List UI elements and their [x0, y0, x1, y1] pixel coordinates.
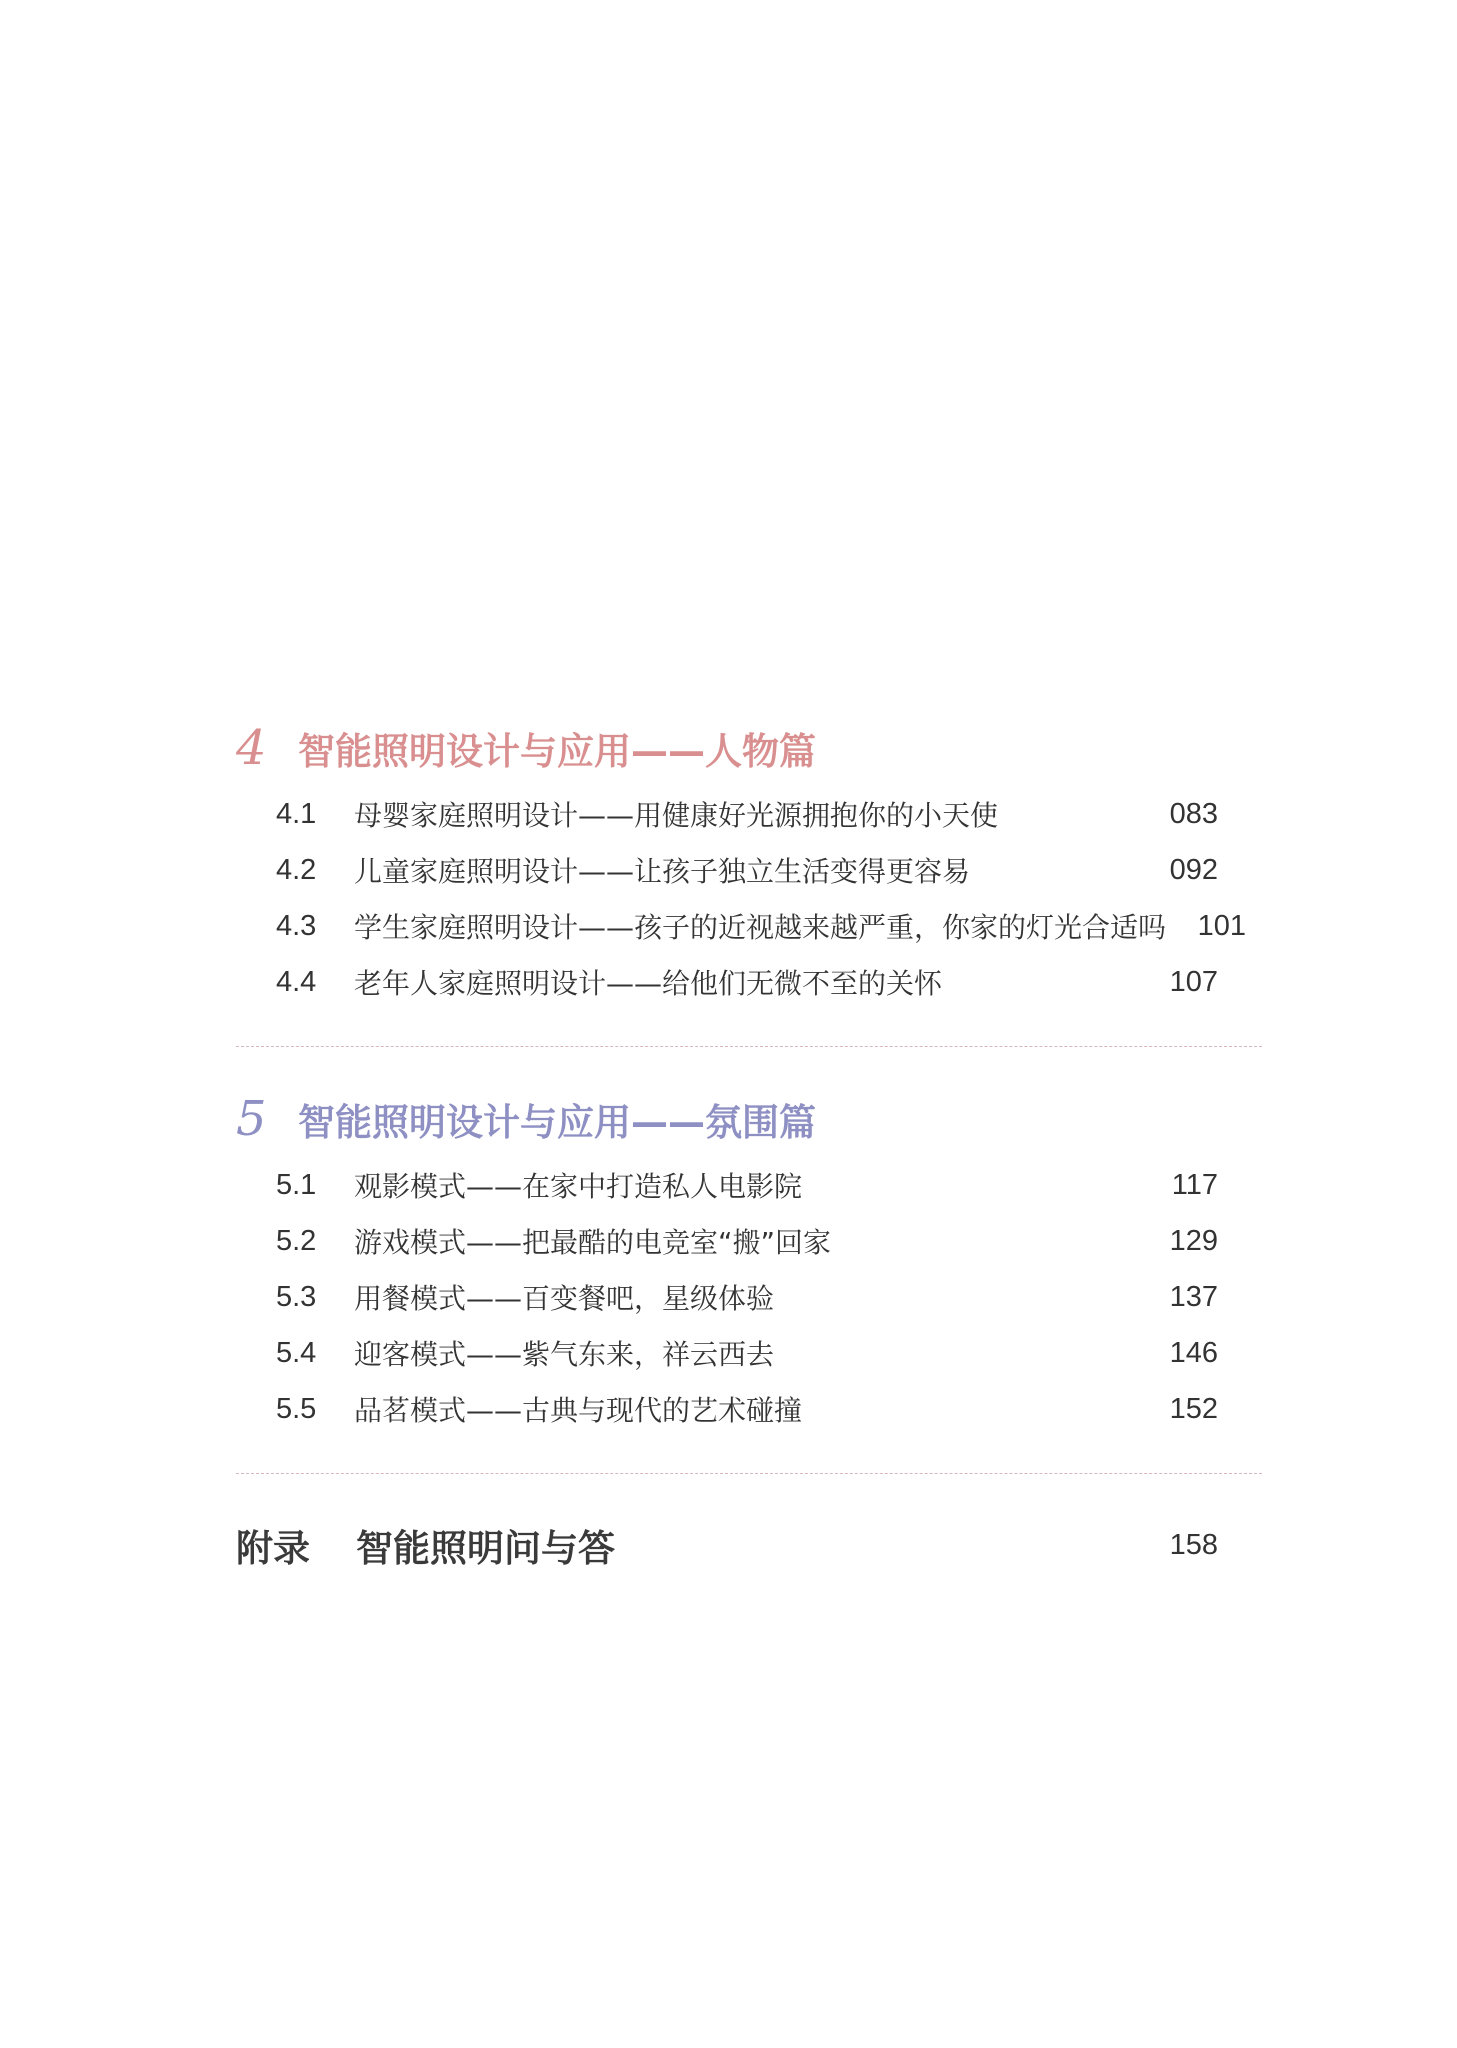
- appendix-entry[interactable]: [236, 1510, 1262, 1580]
- chapter-5: [236, 1089, 1262, 1437]
- page-number: 083: [1169, 797, 1218, 830]
- page-number: 146: [1169, 1336, 1218, 1369]
- toc-entry[interactable]: [276, 954, 1262, 1010]
- page-number: 137: [1169, 1280, 1218, 1313]
- section-title: 品茗模式——古典与现代的艺术碰撞: [354, 1394, 803, 1427]
- section-number: 5.2: [276, 1224, 317, 1257]
- toc-entry[interactable]: [276, 898, 1262, 954]
- toc-entry[interactable]: [276, 842, 1262, 898]
- section-title: 学生家庭照明设计——孩子的近视越来越严重，你家的灯光合适吗: [354, 911, 1167, 944]
- section-number: 4.1: [276, 797, 317, 830]
- section-number: 5.5: [276, 1392, 317, 1425]
- chapter-title: 智能照明设计与应用——氛围篇: [298, 1101, 816, 1144]
- section-number: 4.4: [276, 965, 317, 998]
- page-number: 158: [1169, 1528, 1218, 1561]
- section-divider: [236, 1473, 1262, 1474]
- section-title: 老年人家庭照明设计——给他们无微不至的关怀: [354, 967, 943, 1000]
- toc-entry[interactable]: [276, 1381, 1262, 1437]
- page-number: 107: [1169, 965, 1218, 998]
- page-number: 092: [1169, 853, 1218, 886]
- chapter-title: 智能照明设计与应用——人物篇: [298, 730, 816, 773]
- page-number: 129: [1169, 1224, 1218, 1257]
- chapter-entries: [236, 1157, 1262, 1437]
- chapter-heading: [236, 718, 1262, 778]
- section-number: 5.4: [276, 1336, 317, 1369]
- chapter-number: 5: [236, 1091, 267, 1147]
- section-title: 观影模式——在家中打造私人电影院: [354, 1170, 803, 1203]
- section-title: 儿童家庭照明设计——让孩子独立生活变得更容易: [354, 855, 971, 888]
- section-number: 5.1: [276, 1168, 317, 1201]
- section-title: 游戏模式——把最酷的电竞室“搬”回家: [354, 1226, 832, 1259]
- chapter-entries: [236, 786, 1262, 1010]
- section-number: 4.3: [276, 909, 317, 942]
- chapter-number: 4: [236, 720, 267, 776]
- chapter-4: [236, 718, 1262, 1010]
- page-number: 101: [1197, 909, 1247, 942]
- toc-entry[interactable]: [276, 1325, 1262, 1381]
- appendix-label: 附录: [236, 1527, 310, 1570]
- section-divider: [236, 1046, 1262, 1047]
- section-title: 母婴家庭照明设计——用健康好光源拥抱你的小天使: [354, 799, 999, 832]
- toc-entry[interactable]: [276, 1213, 1262, 1269]
- page-number: 117: [1171, 1168, 1218, 1201]
- chapter-heading: [236, 1089, 1262, 1149]
- toc-entry[interactable]: [276, 1269, 1262, 1325]
- toc-entry[interactable]: [276, 786, 1262, 842]
- table-of-contents: [236, 718, 1262, 1580]
- section-title: 迎客模式——紫气东来，祥云西去: [354, 1338, 775, 1371]
- appendix-title: 智能照明问与答: [356, 1527, 615, 1570]
- section-number: 5.3: [276, 1280, 317, 1313]
- section-number: 4.2: [276, 853, 317, 886]
- page-number: 152: [1169, 1392, 1218, 1425]
- toc-entry[interactable]: [276, 1157, 1262, 1213]
- section-title: 用餐模式——百变餐吧，星级体验: [354, 1282, 775, 1315]
